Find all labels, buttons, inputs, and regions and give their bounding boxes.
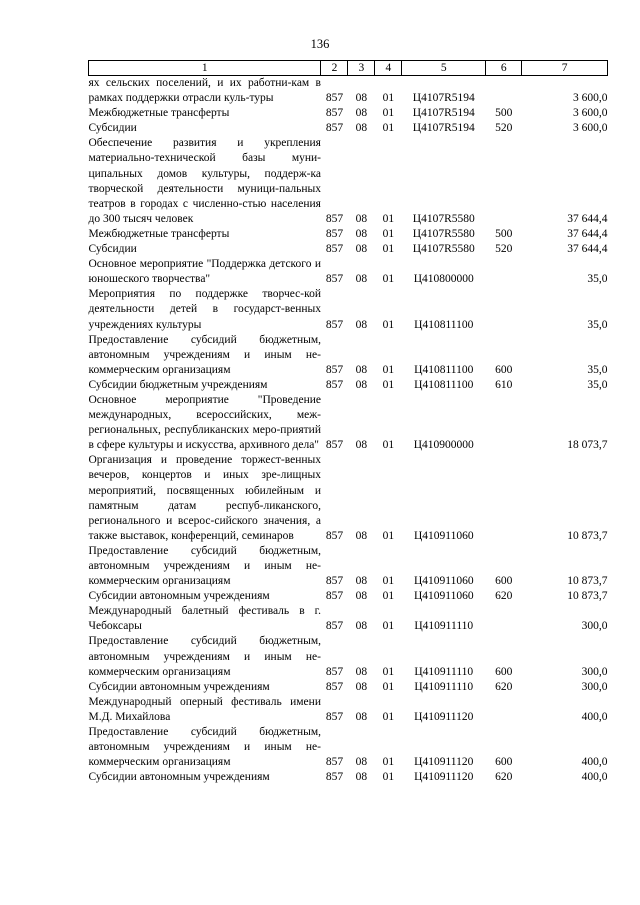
row-csr-cell: Ц410911120 bbox=[414, 756, 474, 769]
row-gr-cell: 857 bbox=[325, 318, 344, 331]
row-gr-cell: 857 bbox=[325, 378, 344, 391]
row-gr-cell: 857 bbox=[325, 439, 344, 452]
row-rz-cell: 08 bbox=[355, 680, 368, 693]
row-sum-cell: 35,0 bbox=[587, 363, 608, 376]
row-csr-cell: Ц410911110 bbox=[414, 665, 474, 678]
row-csr-cell: Ц4107R5580 bbox=[412, 212, 475, 225]
row-csr-cell: Ц410911120 bbox=[414, 710, 474, 723]
table-row bbox=[89, 287, 608, 332]
row-pr-cell: 01 bbox=[382, 318, 395, 331]
row-vr-cell bbox=[486, 257, 522, 287]
row-pr-cell: 01 bbox=[382, 771, 395, 784]
table-row bbox=[89, 634, 608, 679]
row-csr-cell: Ц4107R5194 bbox=[412, 92, 475, 105]
table-row bbox=[89, 76, 608, 107]
column-header-rz: 3 bbox=[348, 61, 375, 76]
row-vr-cell: 520 bbox=[495, 243, 513, 256]
table-row bbox=[89, 257, 608, 287]
row-sum-cell: 37 644,4 bbox=[567, 227, 608, 240]
row-rz-cell: 08 bbox=[355, 92, 368, 105]
row-pr-cell: 01 bbox=[382, 107, 395, 120]
row-vr-cell: 620 bbox=[495, 680, 513, 693]
row-name-cell: Основное мероприятие "Проведение международных, всероссийских, меж-региональных, республиканских меро-приятий в сфере культуры и искусства, архивного дела" bbox=[88, 393, 321, 452]
row-rz-cell: 08 bbox=[355, 771, 368, 784]
row-sum-cell: 10 873,7 bbox=[567, 529, 608, 542]
table-row bbox=[89, 227, 608, 242]
row-sum-cell: 10 873,7 bbox=[567, 575, 608, 588]
row-pr-cell: 01 bbox=[382, 710, 395, 723]
table-row bbox=[89, 544, 608, 589]
row-sum-cell: 400,0 bbox=[581, 771, 608, 784]
table-row bbox=[89, 333, 608, 378]
table-row bbox=[89, 695, 608, 725]
table-row bbox=[89, 604, 608, 634]
column-header-sum: 7 bbox=[522, 61, 608, 76]
row-csr-cell: Ц410900000 bbox=[413, 439, 474, 452]
row-gr-cell: 857 bbox=[325, 243, 344, 256]
row-sum-cell: 3 600,0 bbox=[573, 122, 608, 135]
row-csr-cell: Ц410911110 bbox=[414, 680, 474, 693]
row-rz-cell: 08 bbox=[355, 710, 368, 723]
row-name-cell: Межбюджетные трансферты bbox=[88, 107, 230, 120]
row-gr-cell: 857 bbox=[325, 575, 344, 588]
row-csr-cell: Ц410800000 bbox=[413, 273, 474, 286]
row-vr-cell bbox=[486, 393, 522, 453]
row-sum-cell: 18 073,7 bbox=[567, 439, 608, 452]
row-sum-cell: 37 644,4 bbox=[567, 243, 608, 256]
row-name-cell: Предоставление субсидий бюджетным, автономным учреждениям и иным не-коммерческим организациям bbox=[88, 544, 321, 588]
row-gr-cell: 857 bbox=[325, 107, 344, 120]
row-rz-cell: 08 bbox=[355, 318, 368, 331]
row-pr-cell: 01 bbox=[382, 273, 395, 286]
row-pr-cell: 01 bbox=[382, 92, 395, 105]
row-csr-cell: Ц410811100 bbox=[414, 378, 474, 391]
row-vr-cell: 610 bbox=[495, 378, 513, 391]
row-rz-cell: 08 bbox=[355, 590, 368, 603]
row-rz-cell: 08 bbox=[355, 529, 368, 542]
row-vr-cell: 620 bbox=[495, 771, 513, 784]
table-row bbox=[89, 121, 608, 136]
table-row bbox=[89, 136, 608, 227]
row-rz-cell: 08 bbox=[355, 665, 368, 678]
row-gr-cell: 857 bbox=[325, 680, 344, 693]
row-sum-cell: 35,0 bbox=[587, 378, 608, 391]
column-header-vr: 6 bbox=[486, 61, 522, 76]
table-row bbox=[89, 680, 608, 695]
row-rz-cell: 08 bbox=[355, 243, 368, 256]
row-vr-cell: 600 bbox=[495, 575, 513, 588]
row-rz-cell: 08 bbox=[355, 122, 368, 135]
row-pr-cell: 01 bbox=[382, 378, 395, 391]
page-number: 136 bbox=[310, 37, 330, 51]
row-pr-cell: 01 bbox=[382, 227, 395, 240]
row-rz-cell: 08 bbox=[355, 620, 368, 633]
row-vr-cell: 500 bbox=[495, 227, 513, 240]
column-header-name: 1 bbox=[89, 61, 321, 76]
row-name-cell: Межбюджетные трансферты bbox=[88, 227, 230, 240]
row-gr-cell: 857 bbox=[325, 771, 344, 784]
row-name-cell: Международный оперный фестиваль имени М.Д. Михайлова bbox=[88, 695, 321, 723]
row-name-cell: Субсидии bbox=[88, 122, 137, 135]
row-csr-cell: Ц410911060 bbox=[413, 590, 474, 603]
table-row bbox=[89, 106, 608, 121]
row-gr-cell: 857 bbox=[325, 122, 344, 135]
row-name-cell: Организация и проведение торжест-венных вечеров, концертов и иных зре-лищных мероприятий, посвященных юбилейным и памятным датам респуб-ликанского, регионального и всерос-сийского значения, а также выставок, конференций, семинаров bbox=[88, 454, 321, 542]
row-pr-cell: 01 bbox=[382, 575, 395, 588]
table-row bbox=[89, 589, 608, 604]
row-vr-cell bbox=[486, 136, 522, 227]
row-csr-cell: Ц410911060 bbox=[413, 575, 474, 588]
row-name-cell: Международный балетный фестиваль в г. Чебоксары bbox=[88, 605, 321, 633]
row-vr-cell bbox=[486, 695, 522, 725]
row-pr-cell: 01 bbox=[382, 243, 395, 256]
row-rz-cell: 08 bbox=[355, 107, 368, 120]
row-sum-cell: 35,0 bbox=[587, 318, 608, 331]
row-csr-cell: Ц410911120 bbox=[414, 771, 474, 784]
row-sum-cell: 37 644,4 bbox=[567, 212, 608, 225]
table-body bbox=[89, 76, 608, 786]
row-rz-cell: 08 bbox=[355, 439, 368, 452]
row-csr-cell: Ц4107R5580 bbox=[412, 227, 475, 240]
row-vr-cell: 600 bbox=[495, 756, 513, 769]
table-row bbox=[89, 725, 608, 770]
row-gr-cell: 857 bbox=[325, 273, 344, 286]
row-sum-cell: 3 600,0 bbox=[573, 92, 608, 105]
column-header-gr: 2 bbox=[321, 61, 348, 76]
row-sum-cell: 10 873,7 bbox=[567, 590, 608, 603]
table-row bbox=[89, 378, 608, 393]
row-name-cell: Обеспечение развития и укрепления материально-технической базы муни-ципальных домов культуры, поддерж-ка творческой деятельности муници-пальных театров в городах с численно-стью населения до 300 тысяч человек bbox=[88, 137, 321, 225]
row-gr-cell: 857 bbox=[325, 363, 344, 376]
row-name-cell: Субсидии автономным учреждениям bbox=[88, 771, 270, 784]
row-name-cell: Основное мероприятие "Поддержка детского и юношеского творчества" bbox=[88, 258, 321, 286]
row-pr-cell: 01 bbox=[382, 529, 395, 542]
row-csr-cell: Ц410911060 bbox=[413, 529, 474, 542]
row-name-cell: Мероприятия по поддержке творчес-кой деятельности детей в государст-венных учреждениях культуры bbox=[88, 288, 321, 331]
column-header-pr: 4 bbox=[375, 61, 402, 76]
row-pr-cell: 01 bbox=[382, 756, 395, 769]
row-csr-cell: Ц410811100 bbox=[414, 318, 474, 331]
row-rz-cell: 08 bbox=[355, 575, 368, 588]
row-sum-cell: 400,0 bbox=[581, 756, 608, 769]
row-pr-cell: 01 bbox=[382, 665, 395, 678]
row-gr-cell: 857 bbox=[325, 710, 344, 723]
row-sum-cell: 35,0 bbox=[587, 273, 608, 286]
row-vr-cell: 620 bbox=[495, 590, 513, 603]
row-gr-cell: 857 bbox=[325, 529, 344, 542]
row-gr-cell: 857 bbox=[325, 590, 344, 603]
row-pr-cell: 01 bbox=[382, 122, 395, 135]
row-sum-cell: 3 600,0 bbox=[573, 107, 608, 120]
column-header-csr: 5 bbox=[402, 61, 486, 76]
table-header bbox=[89, 61, 608, 76]
row-name-cell: Предоставление субсидий бюджетным, автономным учреждениям и иным не-коммерческим организациям bbox=[88, 635, 321, 678]
table-row bbox=[89, 453, 608, 544]
table-row bbox=[89, 242, 608, 257]
row-vr-cell: 520 bbox=[495, 122, 513, 135]
row-gr-cell: 857 bbox=[325, 756, 344, 769]
row-sum-cell: 300,0 bbox=[581, 620, 608, 633]
row-sum-cell: 300,0 bbox=[581, 665, 608, 678]
row-rz-cell: 08 bbox=[355, 227, 368, 240]
row-csr-cell: Ц4107R5194 bbox=[412, 107, 475, 120]
row-sum-cell: 300,0 bbox=[581, 680, 608, 693]
row-pr-cell: 01 bbox=[382, 620, 395, 633]
row-gr-cell: 857 bbox=[325, 227, 344, 240]
row-gr-cell: 857 bbox=[325, 212, 344, 225]
row-vr-cell bbox=[486, 287, 522, 332]
row-vr-cell: 500 bbox=[495, 107, 513, 120]
row-name-cell: Предоставление субсидий бюджетным, автономным учреждениям и иным не-коммерческим организациям bbox=[88, 333, 321, 376]
row-rz-cell: 08 bbox=[355, 378, 368, 391]
row-rz-cell: 08 bbox=[355, 756, 368, 769]
row-rz-cell: 08 bbox=[355, 212, 368, 225]
row-name-cell: Субсидии автономным учреждениям bbox=[88, 590, 270, 603]
row-csr-cell: Ц4107R5194 bbox=[412, 122, 475, 135]
row-csr-cell: Ц410811100 bbox=[414, 363, 474, 376]
row-vr-cell bbox=[486, 453, 522, 544]
row-pr-cell: 01 bbox=[382, 590, 395, 603]
row-pr-cell: 01 bbox=[382, 439, 395, 452]
row-gr-cell: 857 bbox=[325, 665, 344, 678]
row-rz-cell: 08 bbox=[355, 273, 368, 286]
row-name-cell: Субсидии бюджетным учреждениям bbox=[88, 378, 268, 391]
row-pr-cell: 01 bbox=[382, 212, 395, 225]
row-csr-cell: Ц410911110 bbox=[414, 620, 474, 633]
row-name-cell: Субсидии bbox=[88, 243, 137, 256]
table-row bbox=[89, 770, 608, 785]
row-name-cell: Предоставление субсидий бюджетным, автономным учреждениям и иным не-коммерческим организациям bbox=[88, 726, 321, 769]
row-vr-cell: 600 bbox=[495, 363, 513, 376]
row-name-cell: Субсидии автономным учреждениям bbox=[88, 680, 270, 693]
row-vr-cell: 600 bbox=[495, 665, 513, 678]
row-pr-cell: 01 bbox=[382, 363, 395, 376]
row-pr-cell: 01 bbox=[382, 680, 395, 693]
row-gr-cell: 857 bbox=[325, 620, 344, 633]
row-rz-cell: 08 bbox=[355, 363, 368, 376]
row-name-cell: ях сельских поселений, и их работни-кам в рамках поддержки отрасли куль-туры bbox=[88, 77, 321, 105]
row-vr-cell bbox=[486, 604, 522, 634]
row-sum-cell: 400,0 bbox=[581, 710, 608, 723]
row-csr-cell: Ц4107R5580 bbox=[412, 243, 475, 256]
row-vr-cell bbox=[486, 76, 522, 107]
budget-table bbox=[88, 60, 608, 785]
row-gr-cell: 857 bbox=[325, 92, 344, 105]
table-row bbox=[89, 393, 608, 453]
